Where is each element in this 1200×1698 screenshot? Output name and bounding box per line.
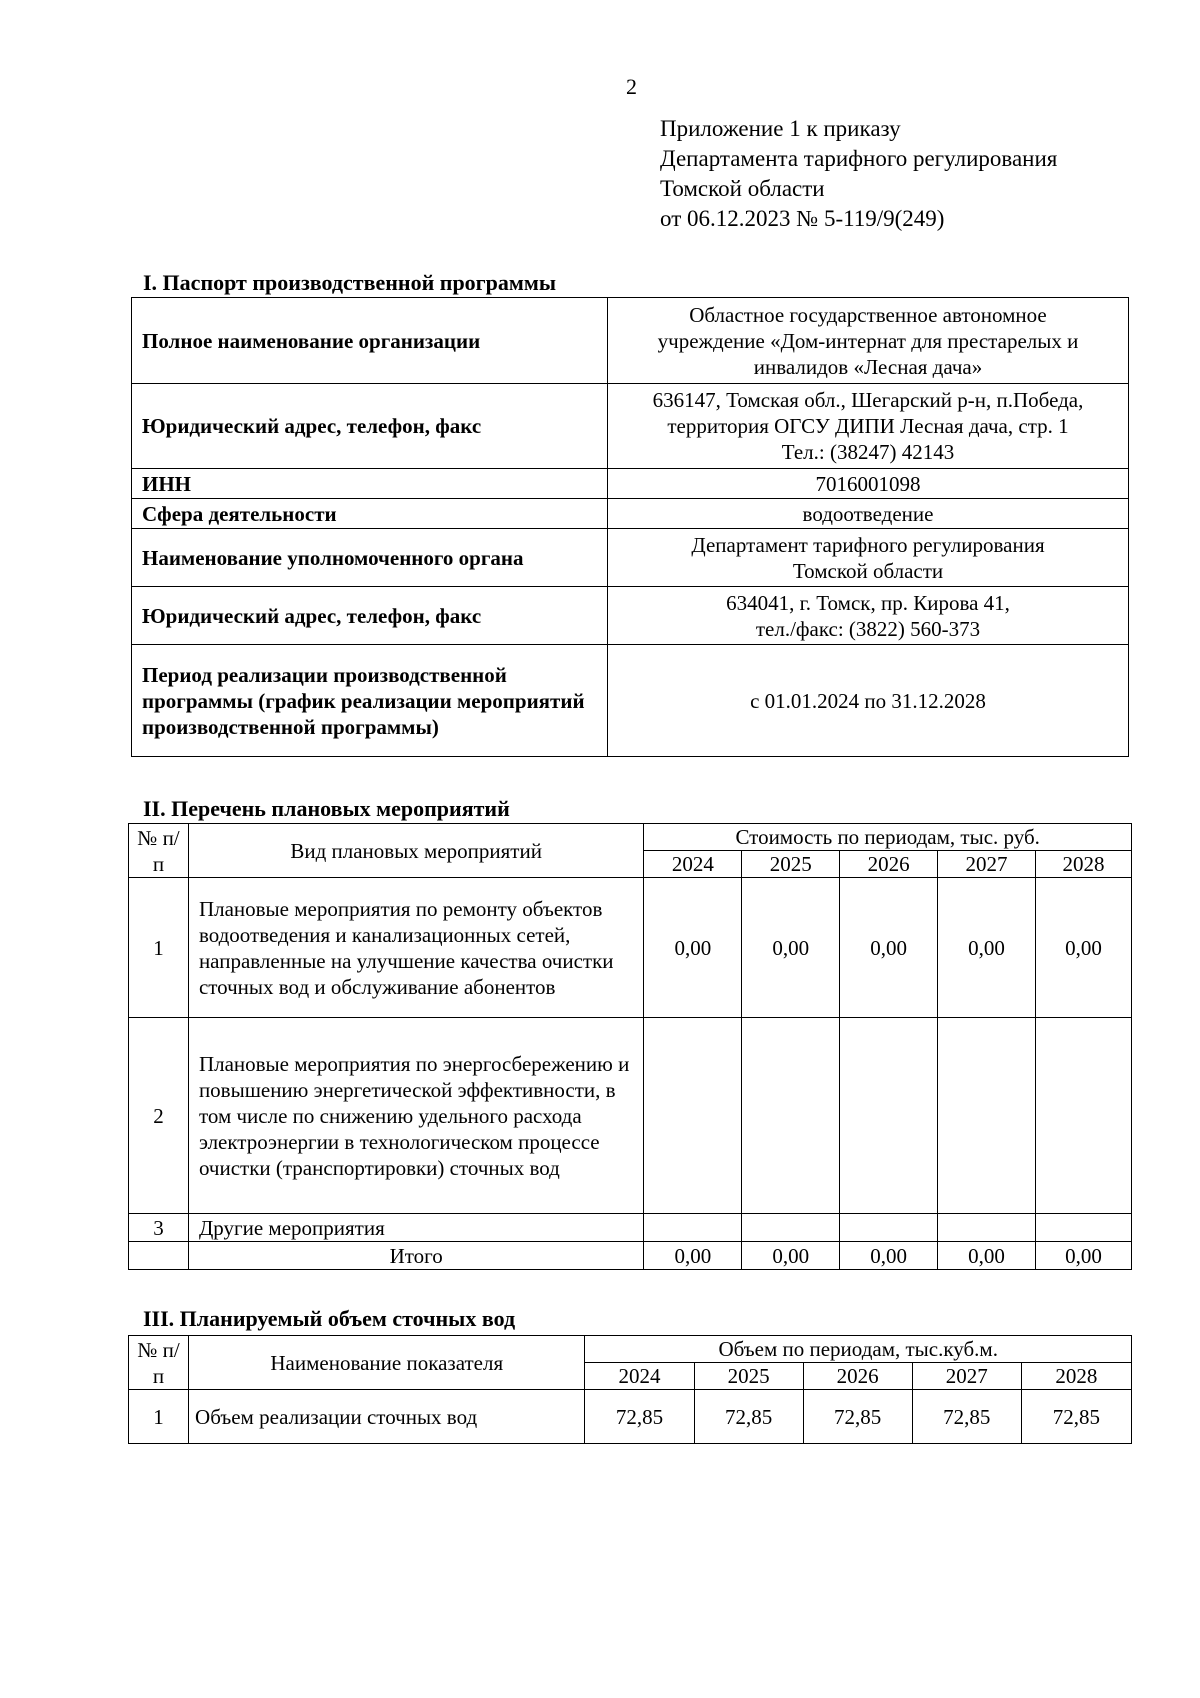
cell-value: 0,00 xyxy=(840,878,938,1018)
value-line: 7016001098 xyxy=(815,471,921,496)
row-value xyxy=(608,529,1129,587)
table-row xyxy=(132,529,1129,587)
table-row xyxy=(132,469,1129,499)
column-header-volume: Объем по периодам, тыс.куб.м. xyxy=(585,1336,1132,1363)
column-header-name: Наименование показателя xyxy=(189,1336,585,1390)
table-row xyxy=(129,1390,1132,1444)
cell-value: 0,00 xyxy=(938,1242,1036,1270)
cell-value: 0,00 xyxy=(742,878,840,1018)
row-label: ИНН xyxy=(132,469,608,499)
column-header-year: 2028 xyxy=(1036,851,1132,878)
cell-value: 0,00 xyxy=(1036,1242,1132,1270)
cell-value xyxy=(644,1018,742,1214)
passport-table xyxy=(131,297,1129,757)
column-header-name: Вид плановых мероприятий xyxy=(188,824,643,878)
column-header-num: № п/п xyxy=(129,824,189,878)
column-header-year: 2026 xyxy=(840,851,938,878)
value-line: 634041, г. Томск, пр. Кирова 41, xyxy=(726,590,1010,615)
row-label: Юридический адрес, телефон, факс xyxy=(132,384,608,469)
cell-value xyxy=(840,1214,938,1242)
table-total-row xyxy=(129,1242,1132,1270)
cell-value xyxy=(938,1214,1036,1242)
cell-value xyxy=(644,1214,742,1242)
row-name: Плановые мероприятия по энергосбережению и повышению энергетической эффективности, в том числе по снижению удельного расхода электроэнергии в технологическом процессе очистки (транспортировки) сточных вод xyxy=(188,1018,643,1214)
table-row xyxy=(132,298,1129,384)
row-value xyxy=(608,298,1129,384)
appendix-line: Департамента тарифного регулирования xyxy=(660,146,1058,171)
row-name: Объем реализации сточных вод xyxy=(189,1390,585,1444)
row-value xyxy=(608,645,1129,757)
appendix-note xyxy=(660,114,1057,234)
cell-value: 0,00 xyxy=(644,1242,742,1270)
row-label: Юридический адрес, телефон, факс xyxy=(132,587,608,645)
row-num: 1 xyxy=(129,878,189,1018)
table-row xyxy=(129,878,1132,1018)
cell-value: 72,85 xyxy=(803,1390,912,1444)
table-row xyxy=(132,587,1129,645)
value-line: Тел.: (38247) 42143 xyxy=(781,440,955,464)
row-name: Плановые мероприятия по ремонту объектов водоотведения и канализационных сетей, направленные на улучшение качества очистки сточных вод и обслуживание абонентов xyxy=(188,878,643,1018)
volume-table xyxy=(128,1335,1132,1444)
measures-table xyxy=(128,823,1132,1270)
appendix-line: от 06.12.2023 № 5-119/9(249) xyxy=(660,206,945,231)
table-row xyxy=(132,384,1129,469)
appendix-line: Томской области xyxy=(660,176,825,201)
cell-value: 0,00 xyxy=(938,878,1036,1018)
section-title-volume: III. Планируемый объем сточных вод xyxy=(143,1306,516,1331)
value-line: тел./факс: (3822) 560-373 xyxy=(755,616,981,641)
cell-value: 72,85 xyxy=(694,1390,803,1444)
table-row xyxy=(129,1018,1132,1214)
cell-value: 0,00 xyxy=(644,878,742,1018)
section-title-passport: I. Паспорт производственной программы xyxy=(143,270,557,295)
cell-value xyxy=(742,1018,840,1214)
row-name: Другие мероприятия xyxy=(188,1214,643,1242)
cell-value xyxy=(742,1214,840,1242)
table-header-row xyxy=(129,1336,1132,1363)
cell-value: 72,85 xyxy=(585,1390,694,1444)
row-label: Сфера деятельности xyxy=(132,499,608,529)
cell-value: 0,00 xyxy=(840,1242,938,1270)
cell-value xyxy=(1036,1018,1132,1214)
value-line: 636147, Томская обл., Шегарский р-н, п.Победа, xyxy=(652,388,1084,412)
table-row xyxy=(129,1214,1132,1242)
value-line: Областное государственное автономное xyxy=(689,302,1047,327)
value-line: учреждение «Дом-интернат для престарелых и xyxy=(657,328,1079,353)
column-header-year: 2028 xyxy=(1021,1363,1131,1390)
column-header-num: № п/п xyxy=(129,1336,189,1390)
row-value xyxy=(608,587,1129,645)
column-header-cost: Стоимость по периодам, тыс. руб. xyxy=(644,824,1132,851)
row-label: Полное наименование организации xyxy=(132,298,608,384)
row-num: 2 xyxy=(129,1018,189,1214)
row-value xyxy=(608,469,1129,499)
row-num: 1 xyxy=(129,1390,189,1444)
column-header-year: 2027 xyxy=(938,851,1036,878)
value-line: Томской области xyxy=(792,558,944,583)
row-value xyxy=(608,384,1129,469)
column-header-year: 2027 xyxy=(912,1363,1021,1390)
total-label: Итого xyxy=(188,1242,643,1270)
page-number: 2 xyxy=(626,74,637,99)
row-label: Период реализации производственной программы (график реализации мероприятий производственной программы) xyxy=(132,645,608,757)
column-header-year: 2025 xyxy=(742,851,840,878)
cell-value: 72,85 xyxy=(1021,1390,1131,1444)
value-line: с 01.01.2024 по 31.12.2028 xyxy=(750,688,986,713)
table-row xyxy=(132,499,1129,529)
cell-value xyxy=(938,1018,1036,1214)
value-line: территория ОГСУ ДИПИ Лесная дача, стр. 1 xyxy=(667,414,1069,438)
column-header-year: 2024 xyxy=(644,851,742,878)
value-line: Департамент тарифного регулирования xyxy=(691,532,1045,557)
cell-value xyxy=(1036,1214,1132,1242)
value-line: водоотведение xyxy=(802,501,934,526)
value-line: инвалидов «Лесная дача» xyxy=(753,354,983,379)
column-header-year: 2025 xyxy=(694,1363,803,1390)
section-title-measures: II. Перечень плановых мероприятий xyxy=(143,796,510,821)
row-num: 3 xyxy=(129,1214,189,1242)
cell-value: 0,00 xyxy=(742,1242,840,1270)
column-header-year: 2024 xyxy=(585,1363,694,1390)
table-row xyxy=(132,645,1129,757)
appendix-line: Приложение 1 к приказу xyxy=(660,116,901,141)
row-label: Наименование уполномоченного органа xyxy=(132,529,608,587)
row-num xyxy=(129,1242,189,1270)
column-header-year: 2026 xyxy=(803,1363,912,1390)
cell-value xyxy=(840,1018,938,1214)
row-value xyxy=(608,499,1129,529)
cell-value: 0,00 xyxy=(1036,878,1132,1018)
table-header-row xyxy=(129,824,1132,851)
cell-value: 72,85 xyxy=(912,1390,1021,1444)
